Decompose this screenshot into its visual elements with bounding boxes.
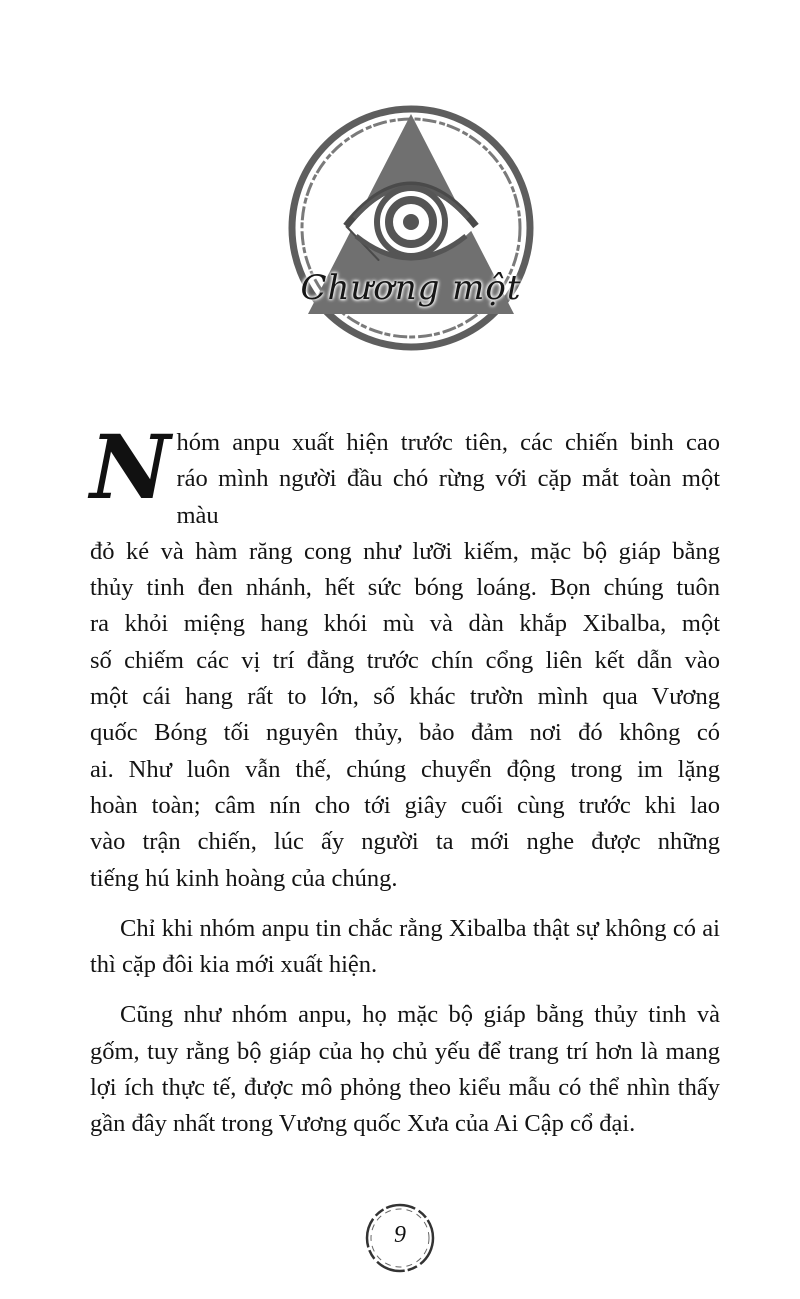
paragraph-3: Cũng như nhóm anpu, họ mặc bộ giáp bằng thủy tinh và gốm, tuy rằng bộ giáp của họ chủ yếu để trang trí hơn là mang lợi ích thực tế, được mô phỏng theo kiểu mẫu có thể nhìn thấy gần đây nhất trong Vương quốc Xưa của Ai Cập cổ đại.	[90, 1001, 720, 1138]
chapter-emblem	[284, 84, 538, 372]
text-line: ai. Như luôn vẫn thế, chúng chuyển động trong im lặng	[90, 755, 720, 783]
chapter-title: Chương một	[300, 268, 522, 308]
drop-cap: N	[90, 415, 171, 519]
text-line: vào trận chiến, lúc ấy người ta mới nghe được những	[90, 828, 720, 856]
text-line: hóm anpu xuất hiện trước tiên, các chiến binh cao	[176, 429, 720, 456]
text-line: đỏ ké và hàm răng cong như lưỡi kiếm, mặc bộ giáp bằng	[90, 537, 720, 565]
text-line: một cái hang rất to lớn, số khác trườn mình qua Vương	[90, 683, 720, 711]
paragraph-2: Chỉ khi nhóm anpu tin chắc rằng Xibalba thật sự không có ai thì cặp đôi kia mới xuất hiện.	[90, 914, 720, 979]
text-line: quốc Bóng tối nguyên thủy, bảo đảm nơi đó không có	[90, 719, 720, 747]
text-line: tiếng hú kinh hoàng của chúng.	[90, 864, 398, 892]
text-line: ra khỏi miệng hang khói mù và dàn khắp Xibalba, một	[90, 610, 720, 638]
text-line: số chiếm các vị trí đằng trước chín cổng liên kết dẫn vào	[90, 646, 720, 674]
paragraph-1	[90, 415, 720, 897]
page-number-ornament	[362, 1200, 438, 1276]
text-line: thủy tinh đen nhánh, hết sức bóng loáng. Bọn chúng tuôn	[90, 574, 720, 602]
chapter-body	[90, 415, 720, 1157]
eye-in-triangle-icon	[284, 84, 538, 372]
page-number: 9	[394, 1222, 406, 1248]
text-line: ráo mình người đầu chó rừng với cặp mắt toàn một màu	[176, 465, 720, 529]
text-line: hoàn toàn; câm nín cho tới giây cuối cùng trước khi lao	[90, 791, 720, 819]
